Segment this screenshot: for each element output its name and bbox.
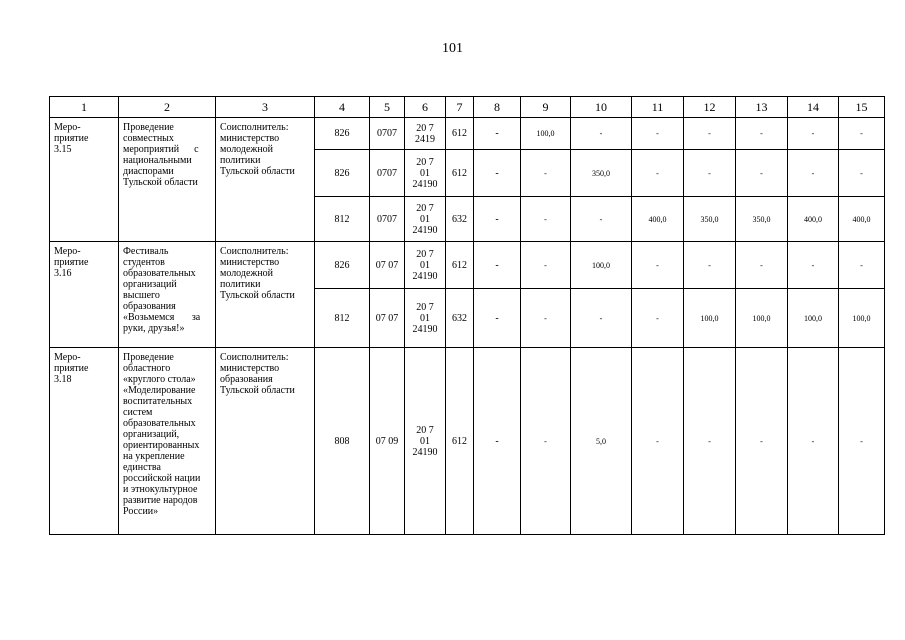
expense-type: 612 — [446, 348, 474, 535]
section-code: 0707 — [370, 150, 405, 197]
executor-line: Тульской области — [220, 166, 295, 177]
value-cell: 100,0 — [839, 289, 885, 348]
header-cell: 9 — [521, 97, 571, 118]
description-line: России» — [123, 506, 159, 517]
executor-cell — [216, 348, 315, 535]
description-line: организаций — [123, 279, 177, 290]
article-line: 01 — [420, 259, 430, 271]
value-cell: - — [571, 197, 632, 242]
value-cell: - — [736, 118, 788, 150]
value-cell: - — [632, 118, 684, 150]
value-cell: 100,0 — [571, 242, 632, 289]
ministry-code: 812 — [315, 289, 370, 348]
description-line: образовательных — [123, 418, 196, 429]
value-cell: - — [684, 348, 736, 535]
section-code: 0707 — [370, 118, 405, 150]
page-number: 101 — [442, 41, 463, 56]
event-name-line: Меро- — [54, 122, 81, 133]
description-line: Фестиваль — [123, 246, 169, 257]
article-line: 01 — [420, 312, 430, 324]
value-cell: - — [839, 348, 885, 535]
header-cell: 1 — [50, 97, 119, 118]
target-article — [405, 197, 446, 242]
value-cell: - — [521, 289, 571, 348]
expense-type: 612 — [446, 242, 474, 289]
value-cell: - — [736, 348, 788, 535]
description-line: областного — [123, 363, 171, 374]
event-name-cell — [50, 242, 119, 348]
table-row — [50, 348, 885, 535]
ministry-code: 808 — [315, 348, 370, 535]
article-line: 20 7 — [416, 424, 434, 436]
value-cell: - — [788, 348, 839, 535]
value-cell: 400,0 — [839, 197, 885, 242]
event-name-line: 3.18 — [54, 374, 72, 385]
executor-line: Соисполнитель: — [220, 246, 289, 257]
value-cell: - — [571, 289, 632, 348]
executor-line: министерство — [220, 133, 280, 144]
description-line: совместных — [123, 133, 174, 144]
header-cell: 4 — [315, 97, 370, 118]
value-cell: - — [788, 242, 839, 289]
value-cell: 400,0 — [632, 197, 684, 242]
expense-type: 632 — [446, 197, 474, 242]
value-cell: - — [839, 150, 885, 197]
executor-line: Тульской области — [220, 290, 295, 301]
value-cell: - — [521, 197, 571, 242]
value-cell: - — [632, 289, 684, 348]
description-line: высшего — [123, 290, 160, 301]
description-line: Проведение — [123, 352, 174, 363]
article-line: 20 7 — [416, 301, 434, 313]
value-cell: - — [684, 150, 736, 197]
value-cell: - — [839, 118, 885, 150]
value-cell: - — [474, 242, 521, 289]
event-name-line: 3.16 — [54, 268, 72, 279]
ministry-code: 812 — [315, 197, 370, 242]
value-cell: 350,0 — [736, 197, 788, 242]
target-article — [405, 118, 446, 150]
header-cell: 13 — [736, 97, 788, 118]
description-line: российской нации — [123, 473, 201, 484]
description-line: «Возьмемся за — [123, 312, 201, 323]
value-cell: 100,0 — [521, 118, 571, 150]
event-name-cell — [50, 348, 119, 535]
value-cell: - — [839, 242, 885, 289]
header-cell: 15 — [839, 97, 885, 118]
value-cell: - — [632, 150, 684, 197]
event-name-line: 3.15 — [54, 144, 72, 155]
target-article — [405, 242, 446, 289]
target-article — [405, 348, 446, 535]
executor-line: политики — [220, 279, 261, 290]
description-line: на укрепление — [123, 451, 185, 462]
article-line: 24190 — [412, 323, 438, 335]
article-line: 01 — [420, 213, 430, 225]
header-cell: 8 — [474, 97, 521, 118]
header-cell: 11 — [632, 97, 684, 118]
event-name-line: приятие — [54, 257, 89, 268]
value-cell: - — [684, 118, 736, 150]
article-line: 24190 — [412, 224, 438, 236]
executor-line: Соисполнитель: — [220, 352, 289, 363]
executor-line: Тульской области — [220, 385, 295, 396]
executor-line: молодежной — [220, 268, 274, 279]
value-cell: - — [788, 118, 839, 150]
value-cell: - — [788, 150, 839, 197]
header-cell: 14 — [788, 97, 839, 118]
value-cell: 5,0 — [571, 348, 632, 535]
target-article — [405, 150, 446, 197]
expense-type: 632 — [446, 289, 474, 348]
article-line: 24190 — [412, 270, 438, 282]
value-cell: 100,0 — [788, 289, 839, 348]
expense-type: 612 — [446, 150, 474, 197]
value-cell: - — [684, 242, 736, 289]
article-line: 24190 — [412, 178, 438, 190]
description-line: Проведение — [123, 122, 174, 133]
description-line: воспитательных — [123, 396, 193, 407]
event-description-cell — [119, 348, 216, 535]
table-row — [50, 118, 885, 150]
article-line: 20 7 — [416, 122, 434, 134]
value-cell: 100,0 — [684, 289, 736, 348]
article-line: 20 7 — [416, 248, 434, 260]
value-cell: - — [474, 197, 521, 242]
article-line: 01 — [420, 435, 430, 447]
executor-line: министерство — [220, 257, 280, 268]
description-line: мероприятий с — [123, 144, 199, 155]
header-cell: 7 — [446, 97, 474, 118]
event-name-line: приятие — [54, 133, 89, 144]
table-row — [50, 242, 885, 289]
description-line: единства — [123, 462, 161, 473]
header-cell: 5 — [370, 97, 405, 118]
description-line: организаций, — [123, 429, 180, 440]
description-line: национальными — [123, 155, 192, 166]
header-row — [50, 97, 885, 118]
ministry-code: 826 — [315, 150, 370, 197]
value-cell: - — [571, 118, 632, 150]
event-name-line: Меро- — [54, 352, 81, 363]
value-cell: - — [521, 150, 571, 197]
description-line: образования — [123, 301, 176, 312]
value-cell: - — [736, 242, 788, 289]
budget-table — [49, 96, 885, 535]
description-line: ориентированных — [123, 440, 200, 451]
section-code: 07 09 — [370, 348, 405, 535]
target-article — [405, 289, 446, 348]
description-line: «Моделирование — [123, 385, 196, 396]
event-name-line: приятие — [54, 363, 89, 374]
section-code: 07 07 — [370, 289, 405, 348]
event-description-cell — [119, 118, 216, 242]
section-code: 0707 — [370, 197, 405, 242]
article-line: 2419 — [415, 133, 435, 145]
description-line: развитие народов — [123, 495, 198, 506]
description-line: систем — [123, 407, 153, 418]
event-name-cell — [50, 118, 119, 242]
executor-line: политики — [220, 155, 261, 166]
header-cell: 10 — [571, 97, 632, 118]
executor-line: образования — [220, 374, 273, 385]
section-code: 07 07 — [370, 242, 405, 289]
value-cell: 400,0 — [788, 197, 839, 242]
article-line: 24190 — [412, 446, 438, 458]
value-cell: 350,0 — [684, 197, 736, 242]
description-line: образовательных — [123, 268, 196, 279]
article-line: 01 — [420, 167, 430, 179]
executor-line: молодежной — [220, 144, 274, 155]
ministry-code: 826 — [315, 242, 370, 289]
value-cell: - — [521, 242, 571, 289]
article-line: 20 7 — [416, 156, 434, 168]
value-cell: - — [474, 348, 521, 535]
description-line: Тульской области — [123, 177, 198, 188]
executor-line: министерство — [220, 363, 280, 374]
header-cell: 12 — [684, 97, 736, 118]
event-name-line: Меро- — [54, 246, 81, 257]
description-line: студентов — [123, 257, 165, 268]
description-line: «круглого стола» — [123, 374, 196, 385]
event-description-cell — [119, 242, 216, 348]
header-cell: 2 — [119, 97, 216, 118]
description-line: руки, друзья!» — [123, 323, 185, 334]
header-cell: 3 — [216, 97, 315, 118]
executor-cell — [216, 118, 315, 242]
description-line: и этнокультурное — [123, 484, 198, 495]
value-cell: - — [474, 118, 521, 150]
value-cell: - — [521, 348, 571, 535]
header-cell: 6 — [405, 97, 446, 118]
article-line: 20 7 — [416, 202, 434, 214]
executor-cell — [216, 242, 315, 348]
ministry-code: 826 — [315, 118, 370, 150]
value-cell: - — [632, 348, 684, 535]
value-cell: - — [474, 289, 521, 348]
value-cell: 350,0 — [571, 150, 632, 197]
value-cell: 100,0 — [736, 289, 788, 348]
value-cell: - — [474, 150, 521, 197]
value-cell: - — [736, 150, 788, 197]
value-cell: - — [632, 242, 684, 289]
description-line: диаспорами — [123, 166, 174, 177]
executor-line: Соисполнитель: — [220, 122, 289, 133]
expense-type: 612 — [446, 118, 474, 150]
